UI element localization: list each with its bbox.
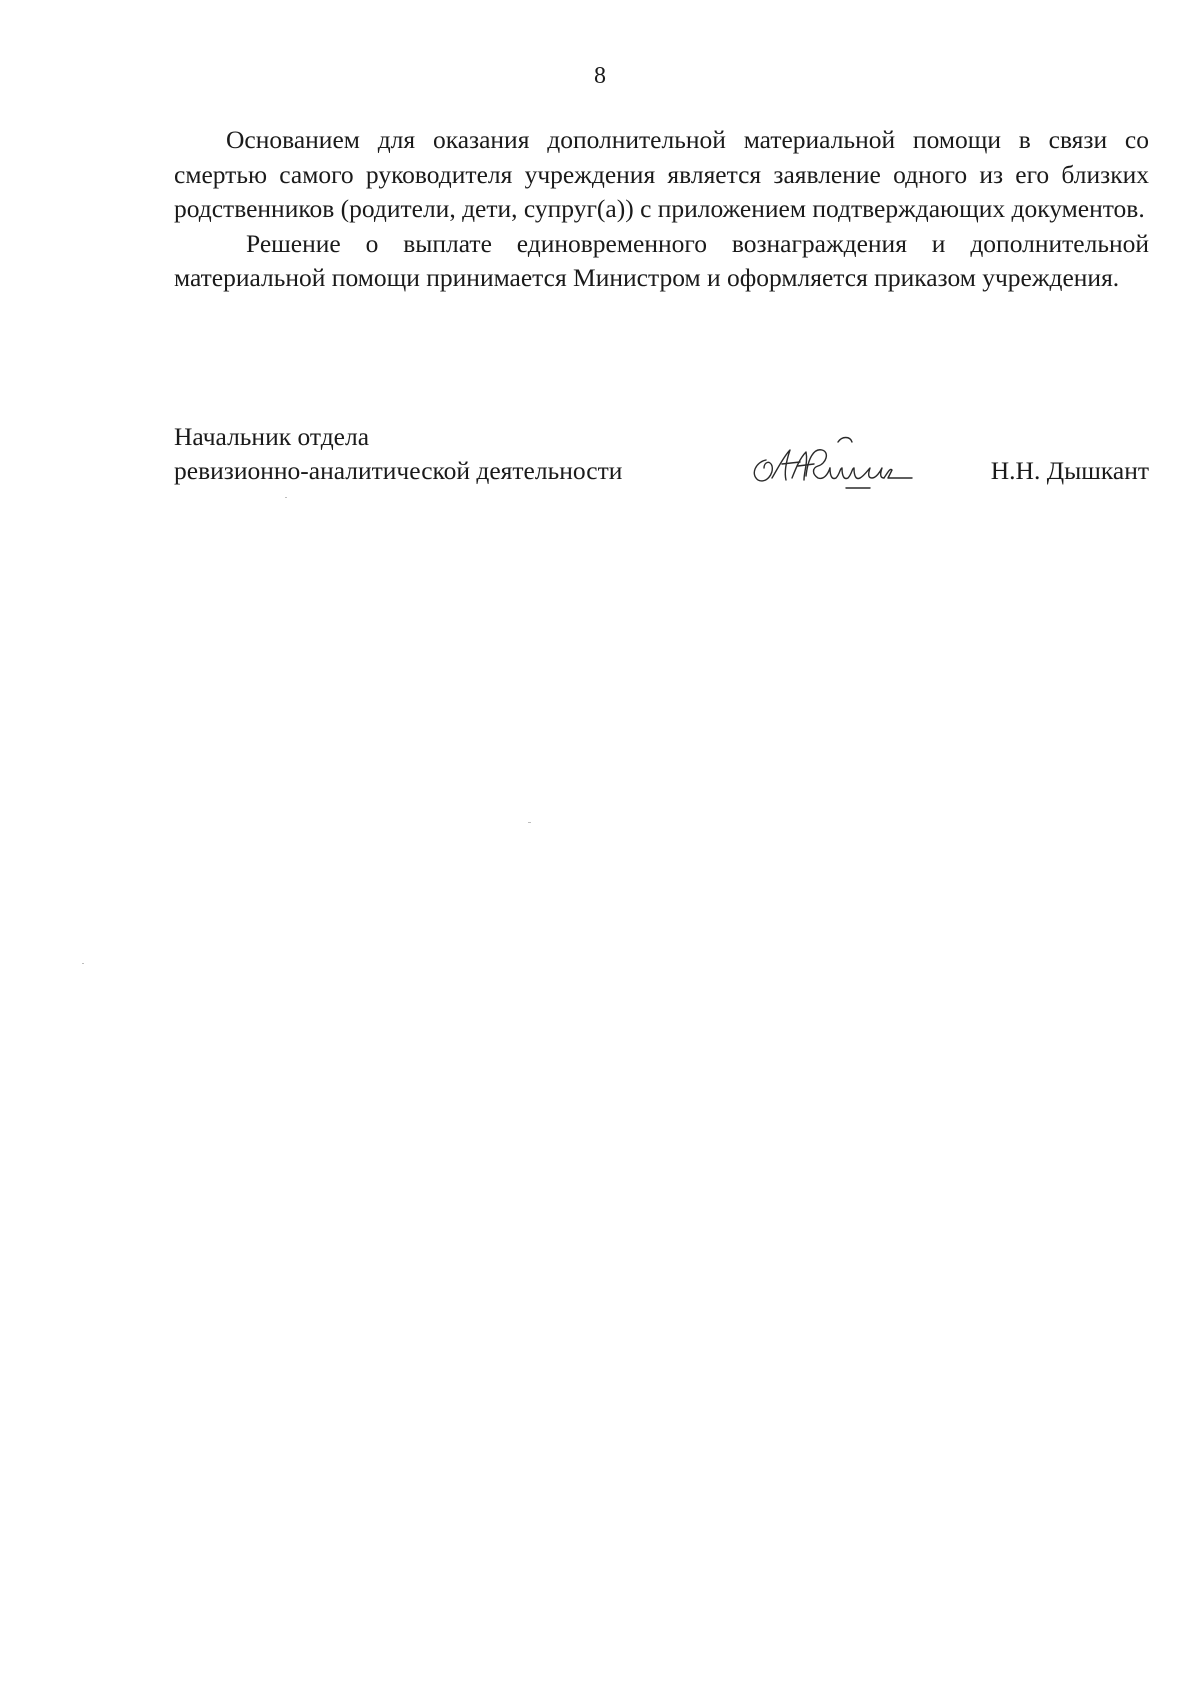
- paragraph-material-assistance-basis: Основанием для оказания дополнительной материальной помощи в связи со смертью самого руководителя учреждения является заявление одного из его близких родственников (родители, дети, супруг(а)) с приложением подтверждающих документов.: [174, 125, 1149, 223]
- scan-artifact: [82, 963, 84, 964]
- scan-artifact: [285, 497, 287, 498]
- paragraph-payment-decision: Решение о выплате единовременного вознаграждения и дополнительной материальной помощи принимается Министром и оформляется приказом учреждения.: [174, 228, 1149, 292]
- signatory-title-line-1: Начальник отдела: [174, 422, 370, 451]
- document-body: [174, 123, 1149, 296]
- signatory-name: Н.Н. Дышкант: [990, 456, 1149, 485]
- signature-block: [174, 420, 1149, 488]
- scan-artifact: [528, 822, 531, 823]
- signatory-title-line-2: ревизионно-аналитической деятельности: [174, 456, 623, 485]
- handwritten-signature: [742, 428, 922, 498]
- page-number: 8: [594, 63, 606, 89]
